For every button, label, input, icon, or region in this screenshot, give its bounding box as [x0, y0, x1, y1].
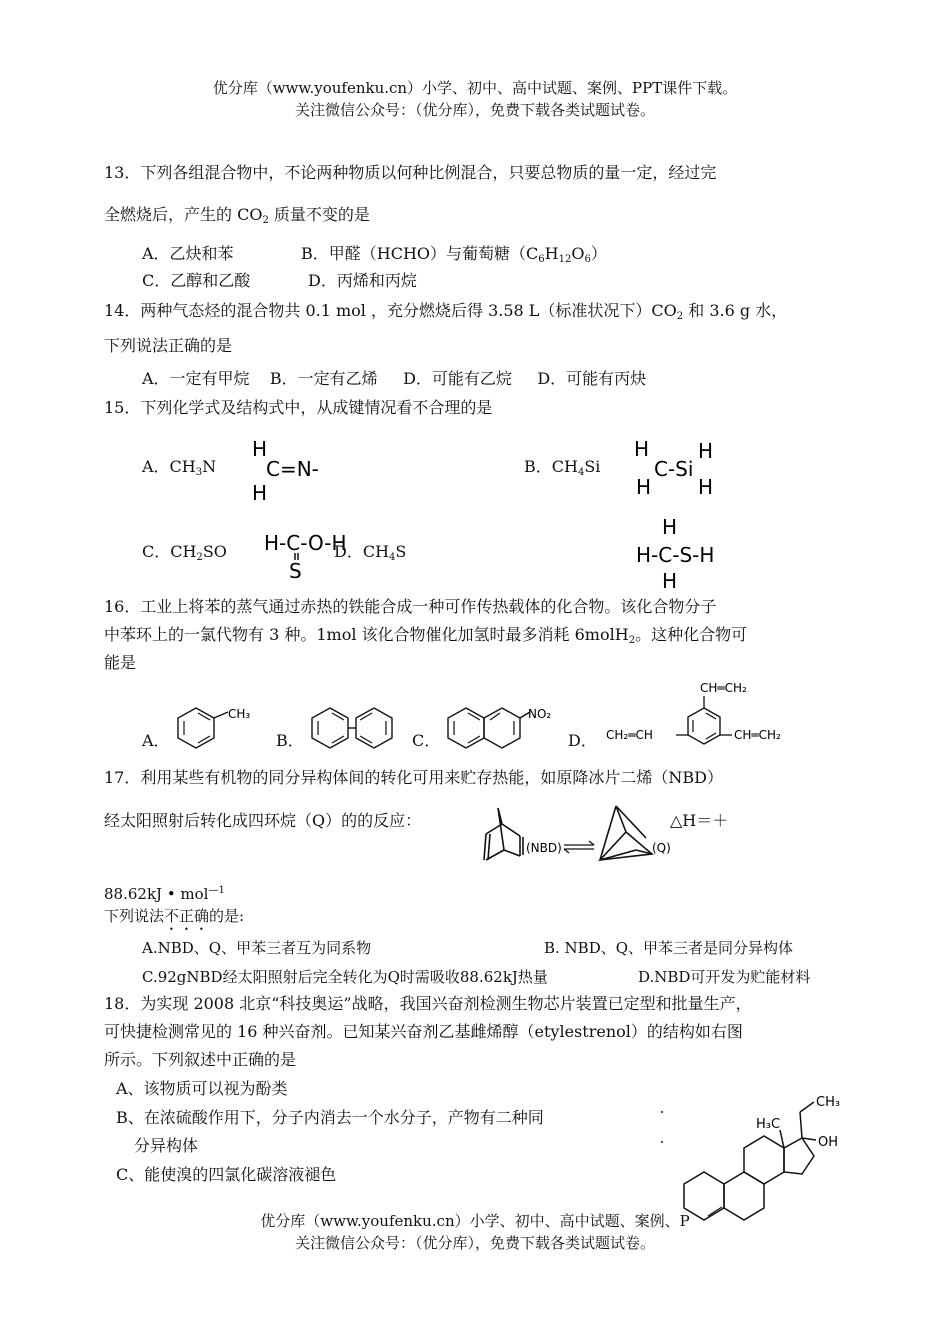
- q13-option-c: C．乙醇和乙酸: [142, 271, 251, 290]
- q17-delta-h: △H＝＋: [670, 811, 729, 830]
- q-label: (Q): [652, 841, 671, 855]
- q13-stem-line-2: 全燃烧后，产生的 $CO_2$ 质量不变的是: [104, 205, 370, 226]
- q17-option-b: B. NBD、Q、甲苯三者是同分异构体: [544, 939, 794, 957]
- footer-line-1: 优分库（www.youfenku.cn）小学、初中、高中试题、案例、P: [260, 1212, 690, 1230]
- q15-stem: 15．下列化学式及结构式中，从成键情况看不合理的是: [104, 398, 493, 417]
- q14-stem-line-2: 下列说法正确的是: [104, 336, 233, 355]
- q17-option-a: A.NBD、Q、甲苯三者互为同系物: [142, 939, 372, 957]
- vinyl-top-label: CH═CH₂: [700, 681, 747, 695]
- q14-options: A．一定有甲烷 B．一定有乙烯 D．可能有乙烷 D．可能有丙炔: [142, 369, 647, 388]
- struct-b-h-tr: H: [698, 439, 714, 463]
- q17-stem-line-2: 经太阳照射后转化成四环烷（Q）的的反应：: [104, 811, 422, 830]
- q16-molecule-toluene: [172, 702, 272, 752]
- struct-d-top: H: [662, 515, 678, 539]
- struct-d-bottom: H: [662, 569, 678, 592]
- q16-label-b: B．: [276, 731, 304, 750]
- q14-stem-line-1: 14．两种气态烃的混合物共 0.1 mol ，充分燃烧后得 3.58 L（标准状况下）$CO_2$ 和 3.6 g 水，: [104, 301, 788, 322]
- footer-line-2: 关注微信公众号：（优分库），免费下载各类试题试卷。: [294, 1234, 655, 1252]
- q18-option-b-line-2: 分异构体: [134, 1136, 199, 1155]
- q16-stem-line-1: 16．工业上将苯的蒸气通过赤热的铁能合成一种可作传热载体的化合物。该化合物分子: [104, 597, 717, 616]
- q15-structure-b: [632, 436, 732, 502]
- struct-b-mid: C-Si: [654, 457, 694, 481]
- q17-option-c: C.92gNBD经太阳照射后完全转化为Q时需吸收88.62kJ热量: [142, 968, 548, 986]
- q15-option-b: B．$CH_4Si$: [524, 457, 601, 478]
- struct-c-top: H-C-O-H: [264, 531, 347, 555]
- vinyl-right-label: CH═CH₂: [734, 728, 781, 742]
- q16-label-d: D．: [568, 731, 597, 750]
- q13-option-d: D．丙烯和丙烷: [308, 271, 417, 290]
- q15-structure-d: [634, 514, 734, 592]
- struct-b-h-br: H: [698, 475, 714, 499]
- struct-d-mid: H-C-S-H: [636, 543, 715, 567]
- struct-a-h-top: H: [252, 437, 268, 461]
- q18-option-b-line-1: B、在浓硫酸作用下，分子内消去一个水分子，产物有二种同: [116, 1108, 544, 1127]
- q13-option-b: B．甲醛（HCHO）与葡萄糖$(C_6H_{12}O_6)$: [301, 244, 607, 265]
- steroid-h3c-label: H₃C: [756, 1117, 781, 1132]
- q16-label-c: C．: [412, 731, 441, 750]
- q15-option-a: A．$CH_3N$: [142, 457, 217, 478]
- q16-molecule-trivinylbenzene: [604, 676, 810, 752]
- q18-option-c: C、能使溴的四氯化碳溶液褪色: [116, 1165, 337, 1184]
- nbd-label: (NBD): [526, 841, 562, 855]
- struct-a-h-bottom: H: [252, 481, 268, 505]
- q18-stem-line-2: 可快捷检测常见的 16 种兴奋剂。已知某兴奋剂乙基雌烯醇（etylestrenol）的结构如右图: [104, 1022, 743, 1041]
- q18-stem-line-3: 所示。下列叙述中正确的是: [104, 1050, 297, 1069]
- q16-molecule-biphenyl: [304, 702, 404, 752]
- struct-c-bottom: S: [289, 559, 302, 583]
- struct-b-h-bl: H: [636, 475, 652, 499]
- q16-molecule-nitronaphthalene: [444, 700, 564, 752]
- header-line-1: 优分库（www.youfenku.cn）小学、初中、高中试题、案例、PPT课件下载。: [212, 79, 738, 97]
- q18-option-a: A、该物质可以视为酚类: [116, 1079, 288, 1098]
- q17-nbd-q-reaction: [476, 802, 676, 868]
- steroid-oh-label: OH: [818, 1135, 839, 1150]
- q17-ask: 下列说法不正确的是:: [104, 907, 245, 925]
- q18-stem-line-1: 18．为实现 2008 北京“科技奥运”战略，我国兴奋剂检测生物芯片装置已定型和批量生产，: [104, 994, 752, 1013]
- struct-b-h-tl: H: [634, 437, 650, 461]
- q16-stem-line-2: 中苯环上的一氯代物有 3 种。1mol 该化合物催化加氢时最多消耗 6molH$_2$。这种化合物可: [104, 625, 748, 646]
- q16-stem-line-3: 能是: [104, 653, 137, 672]
- q15-option-d: D．$CH_4S$: [334, 542, 407, 563]
- q16-label-a: A．: [142, 731, 170, 750]
- q15-structure-a: [248, 436, 338, 506]
- nitro-label: NO₂: [528, 707, 552, 721]
- q17-enthalpy-value: 88.62kJ • mol$^{—1}$: [104, 885, 225, 903]
- q15-option-c: C．$CH_2SO$: [142, 542, 227, 563]
- toluene-ch3-label: CH₃: [228, 707, 251, 721]
- vinyl-left-label: CH₂═CH: [606, 728, 653, 742]
- header-line-2: 关注微信公众号：（优分库），免费下载各类试题试卷。: [294, 101, 655, 119]
- q13-option-a: A．乙炔和苯: [142, 244, 234, 263]
- steroid-ch3-label: CH₃: [816, 1095, 841, 1110]
- struct-a-mid: C=N-: [266, 457, 319, 481]
- q13-stem-line-1: 13．下列各组混合物中，不论两种物质以何种比例混合，只要总物质的量一定，经过完: [104, 163, 717, 182]
- q17-option-d: D.NBD可开发为贮能材料: [638, 968, 811, 986]
- q17-stem-line-1: 17．利用某些有机物的同分异构体间的转化可用来贮存热能，如原降冰片二烯（NBD）: [104, 768, 723, 787]
